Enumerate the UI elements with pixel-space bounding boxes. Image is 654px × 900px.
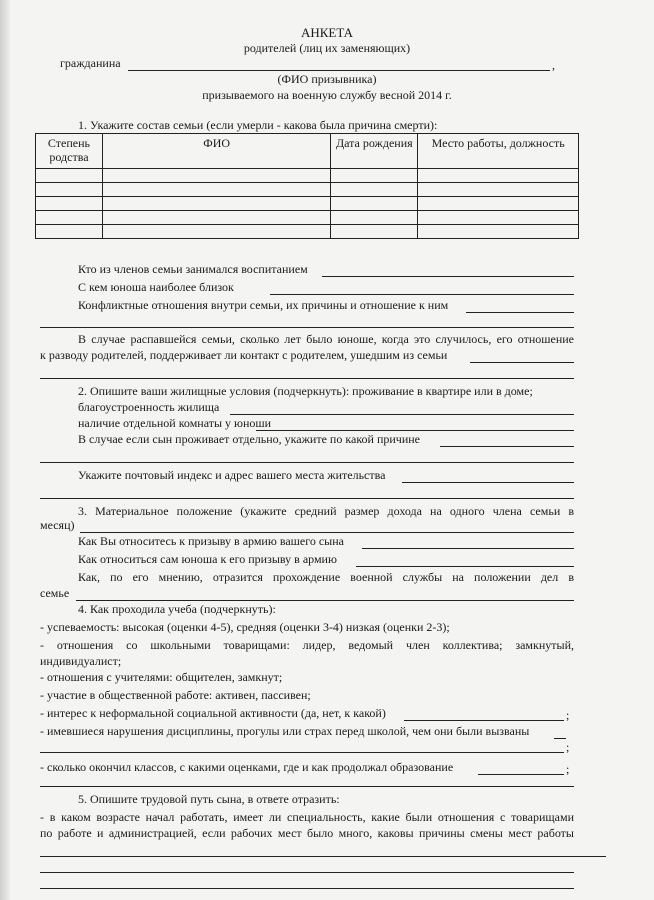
comfort-answer-line[interactable] — [230, 414, 574, 415]
section4-heading: 4. Как проходила учеба (подчеркнуть): — [78, 602, 276, 616]
your-attitude-answer-line[interactable] — [362, 548, 574, 549]
table-cell[interactable] — [418, 211, 579, 225]
table-cell[interactable] — [418, 183, 579, 197]
teachers-options: - отношения с учителями: общителен, замкнут; — [40, 670, 283, 684]
family-table-header — [36, 134, 579, 169]
table-cell[interactable] — [331, 211, 418, 225]
citizen-line-comma: , — [552, 58, 555, 72]
table-cell[interactable] — [36, 169, 103, 183]
table-cell[interactable] — [418, 169, 579, 183]
classmates-options-line1: - отношения со школьными товарищами: лидер, ведомый член коллектива; замкнутый, — [40, 638, 574, 652]
table-cell[interactable] — [331, 197, 418, 211]
son-attitude-answer-line[interactable] — [356, 566, 574, 567]
upbringing-answer-line[interactable] — [322, 276, 574, 277]
your-attitude-question: Как Вы относитесь к призыву в армию вашего сына — [78, 534, 344, 548]
citizen-label: гражданина — [60, 56, 121, 70]
scan-shadow-edge — [0, 0, 10, 900]
fio-hint: (ФИО призывника) — [277, 72, 377, 86]
social-work-options: - участие в общественной работе: активен, пассивен; — [40, 688, 311, 702]
conflicts-answer-line[interactable] — [466, 312, 574, 313]
service-effect-question-line2: семье — [40, 586, 70, 600]
section3-heading: 3. Материальное положение (укажите средний размер дохода на одного члена семьи в — [78, 504, 574, 518]
section5-heading: 5. Опишите трудовой путь сына, в ответе отразить: — [78, 792, 340, 806]
discipline-answer-line-2[interactable] — [40, 752, 564, 753]
address-answer-line-2[interactable] — [40, 498, 574, 499]
column-header-fio: ФИО — [102, 134, 330, 169]
comfort-question: благоустроенность жилища — [78, 400, 220, 414]
column-header-workplace: Место работы, должность — [418, 134, 579, 169]
separate-answer-line-2[interactable] — [40, 462, 574, 463]
address-answer-line[interactable] — [402, 482, 574, 483]
classes-question: - сколько окончил классов, с какими оценками, где и как продолжал образование — [40, 760, 454, 774]
upbringing-question: Кто из членов семьи занимался воспитанием — [78, 262, 308, 276]
table-cell[interactable] — [102, 225, 330, 239]
table-cell[interactable] — [102, 169, 330, 183]
conflicts-answer-line-2[interactable] — [40, 327, 574, 328]
informal-activity-end: ; — [566, 708, 570, 722]
table-cell[interactable] — [102, 197, 330, 211]
classes-answer-line[interactable] — [478, 774, 564, 775]
closest-answer-line[interactable] — [270, 294, 574, 295]
classmates-options-line2: индивидуалист; — [40, 654, 122, 668]
column-header-relation: Степень родства — [36, 134, 103, 169]
work-history-line1: - в каком возрасте начал работать, имеет ли специальность, какие были отношения с товарищами — [40, 810, 574, 824]
table-cell[interactable] — [418, 197, 579, 211]
service-effect-question-line1: Как, по его мнению, отразится прохождение военной службы на положении дел в — [78, 570, 574, 584]
performance-options: - успеваемость: высокая (оценки 4-5), средняя (оценки 3-4) низкая (оценки 2-3); — [40, 620, 450, 634]
table-cell[interactable] — [36, 183, 103, 197]
work-history-answer-line-2[interactable] — [40, 872, 574, 873]
classes-end: ; — [566, 762, 570, 776]
discipline-answer-line[interactable] — [554, 738, 566, 739]
section2-heading: 2. Опишите ваши жилищные условия (подчеркнуть): проживание в квартире или в доме; — [78, 384, 533, 398]
income-answer-line[interactable] — [80, 532, 574, 533]
informal-activity-answer-line[interactable] — [404, 720, 564, 721]
work-history-answer-line-3[interactable] — [40, 888, 574, 889]
divorce-question-line1: В случае распавшейся семьи, сколько лет было юноше, когда это случилось, его отношение — [78, 332, 574, 346]
table-row — [36, 197, 579, 211]
discipline-question: - имевшиеся нарушения дисциплины, прогулы или страх перед школой, чем они были вызваны — [40, 724, 530, 738]
table-row — [36, 183, 579, 197]
form-subtitle: родителей (лиц их заменяющих) — [243, 41, 411, 55]
column-header-birthdate: Дата рождения — [331, 134, 418, 169]
table-cell[interactable] — [36, 197, 103, 211]
table-cell[interactable] — [102, 183, 330, 197]
citizen-name-line[interactable] — [128, 70, 550, 71]
separate-question: В случае если сын проживает отдельно, укажите по какой причине — [78, 432, 421, 446]
table-cell[interactable] — [418, 225, 579, 239]
family-table — [35, 133, 579, 239]
table-cell[interactable] — [331, 225, 418, 239]
room-answer-line[interactable] — [256, 430, 574, 431]
divorce-question-line2: к разводу родителей, поддерживает ли контакт с родителем, ушедшим из семьи — [40, 348, 448, 362]
table-cell[interactable] — [331, 169, 418, 183]
closest-question: С кем юноша наиболее близок — [78, 280, 234, 294]
service-effect-answer-line[interactable] — [76, 600, 574, 601]
work-history-line2: по работе и администрацией, если рабочих мест было много, каковы причины смены мест работы — [40, 826, 574, 840]
work-history-answer-line[interactable] — [40, 856, 606, 857]
table-cell[interactable] — [331, 183, 418, 197]
table-cell[interactable] — [36, 211, 103, 225]
called-up-text: призываемого на военную службу весной 2014 г. — [202, 88, 452, 102]
section1-heading: 1. Укажите состав семьи (если умерли - какова была причина смерти): — [78, 118, 438, 132]
room-question: наличие отдельной комнаты у юноши — [78, 416, 272, 430]
table-cell[interactable] — [36, 225, 103, 239]
income-continuation: месяц) — [40, 518, 75, 532]
table-cell[interactable] — [102, 211, 330, 225]
classes-answer-line-2[interactable] — [40, 786, 574, 787]
divorce-answer-line-2[interactable] — [40, 378, 574, 379]
son-attitude-question: Как относиться сам юноша к его призыву в армию — [78, 552, 337, 566]
conflicts-question: Конфликтные отношения внутри семьи, их причины и отношение к ним — [78, 298, 449, 312]
address-question: Укажите почтовый индекс и адрес вашего места жительства — [78, 468, 386, 482]
table-row — [36, 225, 579, 239]
table-row — [36, 169, 579, 183]
form-title: АНКЕТА — [300, 25, 354, 40]
informal-activity-question: - интерес к неформальной социальной активности (да, нет, к какой) — [40, 706, 386, 720]
separate-answer-line[interactable] — [440, 446, 574, 447]
discipline-end: ; — [566, 740, 570, 754]
divorce-answer-line[interactable] — [470, 362, 574, 363]
table-row — [36, 211, 579, 225]
